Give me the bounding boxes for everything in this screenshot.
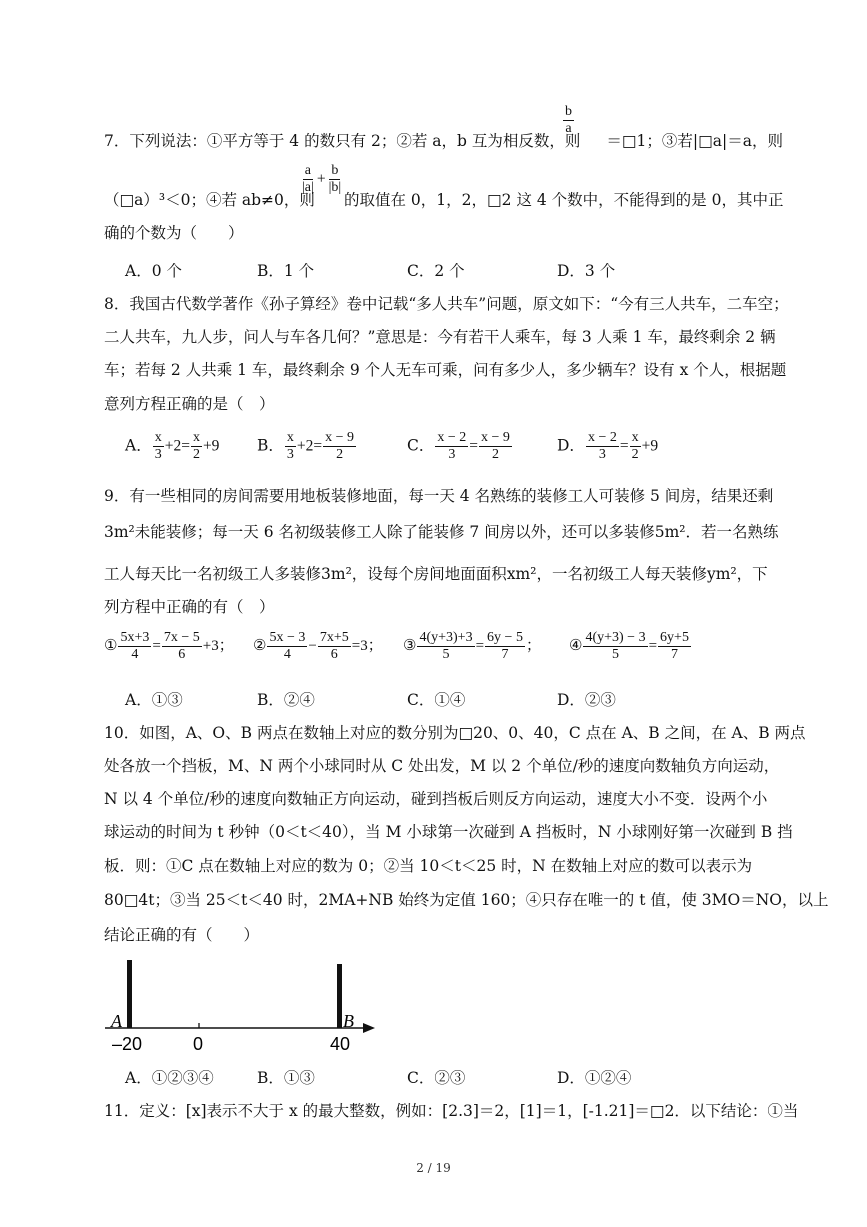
q8-line4: 意列方程正确的是（ ） — [104, 395, 275, 413]
q9-line2: 3m²未能装修；每一天 6 名初级装修工人除了能装修 7 间房以外，还可以多装修5m²．若一名熟练 — [104, 523, 779, 541]
q7-line1: 7．下列说法：①平方等于 4 的数只有 2；②若 a，b 互为相反数，则 ＝□1；③若|□a|＝a，则 — [104, 132, 783, 150]
baffle-b — [337, 964, 342, 1028]
q10-line2: 处各放一个挡板，M、N 两个小球同时从 C 处出发，M 以 2 个单位/秒的速度向数轴负方向运动， — [104, 757, 780, 775]
q8-line2: 二人共车，九人步，问人与车各几何？”意思是：今有若干人乘车，每 3 人乘 1 车，最终剩余 2 辆 — [104, 328, 776, 346]
q9-equation-2: ② $\frac{5x - 3}{4}$ − $\frac{7x+5}{6}$ =3； — [253, 630, 383, 662]
q10-line7: 结论正确的有（ ） — [104, 926, 260, 944]
q7-frac-ba: $\frac{b}{a}$ — [565, 104, 572, 136]
q9-line3: 工人每天比一名初级工人多装修3m²，设每个房间地面面积xm²，一名初级工人每天装修ym²，下 — [104, 565, 768, 583]
q9-option-b: B．②④ — [257, 691, 315, 709]
q9-equation-1: ① $\frac{5x+3}{4}$ = $\frac{7x - 5}{6}$ +3； — [104, 630, 234, 662]
q8-line1: 8．我国古代数学著作《孙子算经》卷中记载“多人共车”问题，原文如下：“今有三人共车，二车空； — [104, 295, 789, 313]
q10-option-a: A．①②③④ — [125, 1069, 214, 1087]
page-number: 2 / 19 — [416, 1161, 451, 1175]
q10-option-d: D．①②④ — [557, 1069, 632, 1087]
tick-label-o: 0 — [193, 1034, 204, 1054]
baffle-a — [127, 960, 132, 1028]
q8-option-b: B． $\frac{x}{3}$ +2= $\frac{x - 9}{2}$ — [257, 430, 355, 462]
q7-option-a: A．0 个 — [125, 262, 182, 280]
q9-line1: 9．有一些相同的房间需要用地板装修地面，每一天 4 名熟练的装修工人可装修 5 间房，结果还剩 — [104, 487, 774, 505]
label-b: B — [343, 1011, 354, 1031]
q9-option-a: A．①③ — [125, 691, 183, 709]
q7-line2: （□a）³＜0；④若 ab≠0，则 — [104, 191, 315, 209]
q10-line3: N 以 4 个单位/秒的速度向数轴正方向运动，碰到挡板后则反方向运动，速度大小不变．设两个小 — [104, 790, 768, 808]
tick-label-b: 40 — [330, 1034, 351, 1054]
q8-option-a: A． $\frac{x}{3}$ +2= $\frac{x}{2}$ +9 — [125, 430, 220, 462]
q10-option-c: C．②③ — [407, 1069, 466, 1087]
q8-line3: 车；若每 2 人共乘 1 车，最终剩余 9 个人无车可乘，问有多少人，多少辆车？设有 x 个人，根据题 — [104, 361, 787, 379]
axis-arrow — [363, 1023, 375, 1033]
label-a: A — [111, 1011, 122, 1031]
q8-option-d: D． $\frac{x - 2}{3}$ = $\frac{x}{2}$ +9 — [557, 430, 659, 462]
q9-line4: 列方程中正确的有（ ） — [104, 598, 275, 616]
q10-number-line-figure — [100, 960, 400, 1060]
q9-option-c: C．①④ — [407, 691, 466, 709]
q7-line2-tail: 的取值在 0，1，2，□2 这 4 个数中，不能得到的是 0，其中正 — [344, 191, 784, 209]
q7-option-b: B．1 个 — [257, 262, 315, 280]
q10-line6: 80□4t；③当 25＜t＜40 时，2MA+NB 始终为定值 160；④只存在唯一的 t 值，使 3MO＝NO，以上 — [104, 891, 829, 909]
q7-option-c: C．2 个 — [407, 262, 465, 280]
q10-line5: 板．则：①C 点在数轴上对应的数为 0；②当 10＜t＜25 时，N 在数轴上对应的数可以表示为 — [104, 857, 753, 875]
q7-expression: $\frac{a}{|a|}$ + $\frac{b}{|b|}$ — [302, 163, 342, 195]
q8-option-c: C． $\frac{x - 2}{3}$ = $\frac{x - 9}{2}$ — [407, 430, 510, 462]
q7-option-d: D．3 个 — [557, 262, 616, 280]
q10-line1: 10．如图，A、O、B 两点在数轴上对应的数分别为□20、0、40，C 点在 A、B 之间，在 A、B 两点 — [104, 724, 806, 742]
q9-equation-3: ③ $\frac{4(y+3)+3}{5}$ = $\frac{6y - 5}{7}$ ； — [403, 630, 541, 662]
q7-line3: 确的个数为（ ） — [104, 224, 244, 242]
q10-option-b: B．①③ — [257, 1069, 315, 1087]
q9-option-d: D．②③ — [557, 691, 616, 709]
q11-line1: 11．定义：[x]表示不大于 x 的最大整数，例如：[2.3]＝2，[1]＝1，[-1.21]＝□2．以下结论：①当 — [104, 1102, 799, 1120]
tick-label-a: –20 — [112, 1034, 143, 1054]
q10-line4: 球运动的时间为 t 秒钟（0＜t＜40），当 M 小球第一次碰到 A 挡板时，N 小球刚好第一次碰到 B 挡 — [104, 823, 793, 841]
q9-equation-4: ④ $\frac{4(y+3) - 3}{5}$ = $\frac{6y+5}{7}$ — [569, 630, 689, 662]
